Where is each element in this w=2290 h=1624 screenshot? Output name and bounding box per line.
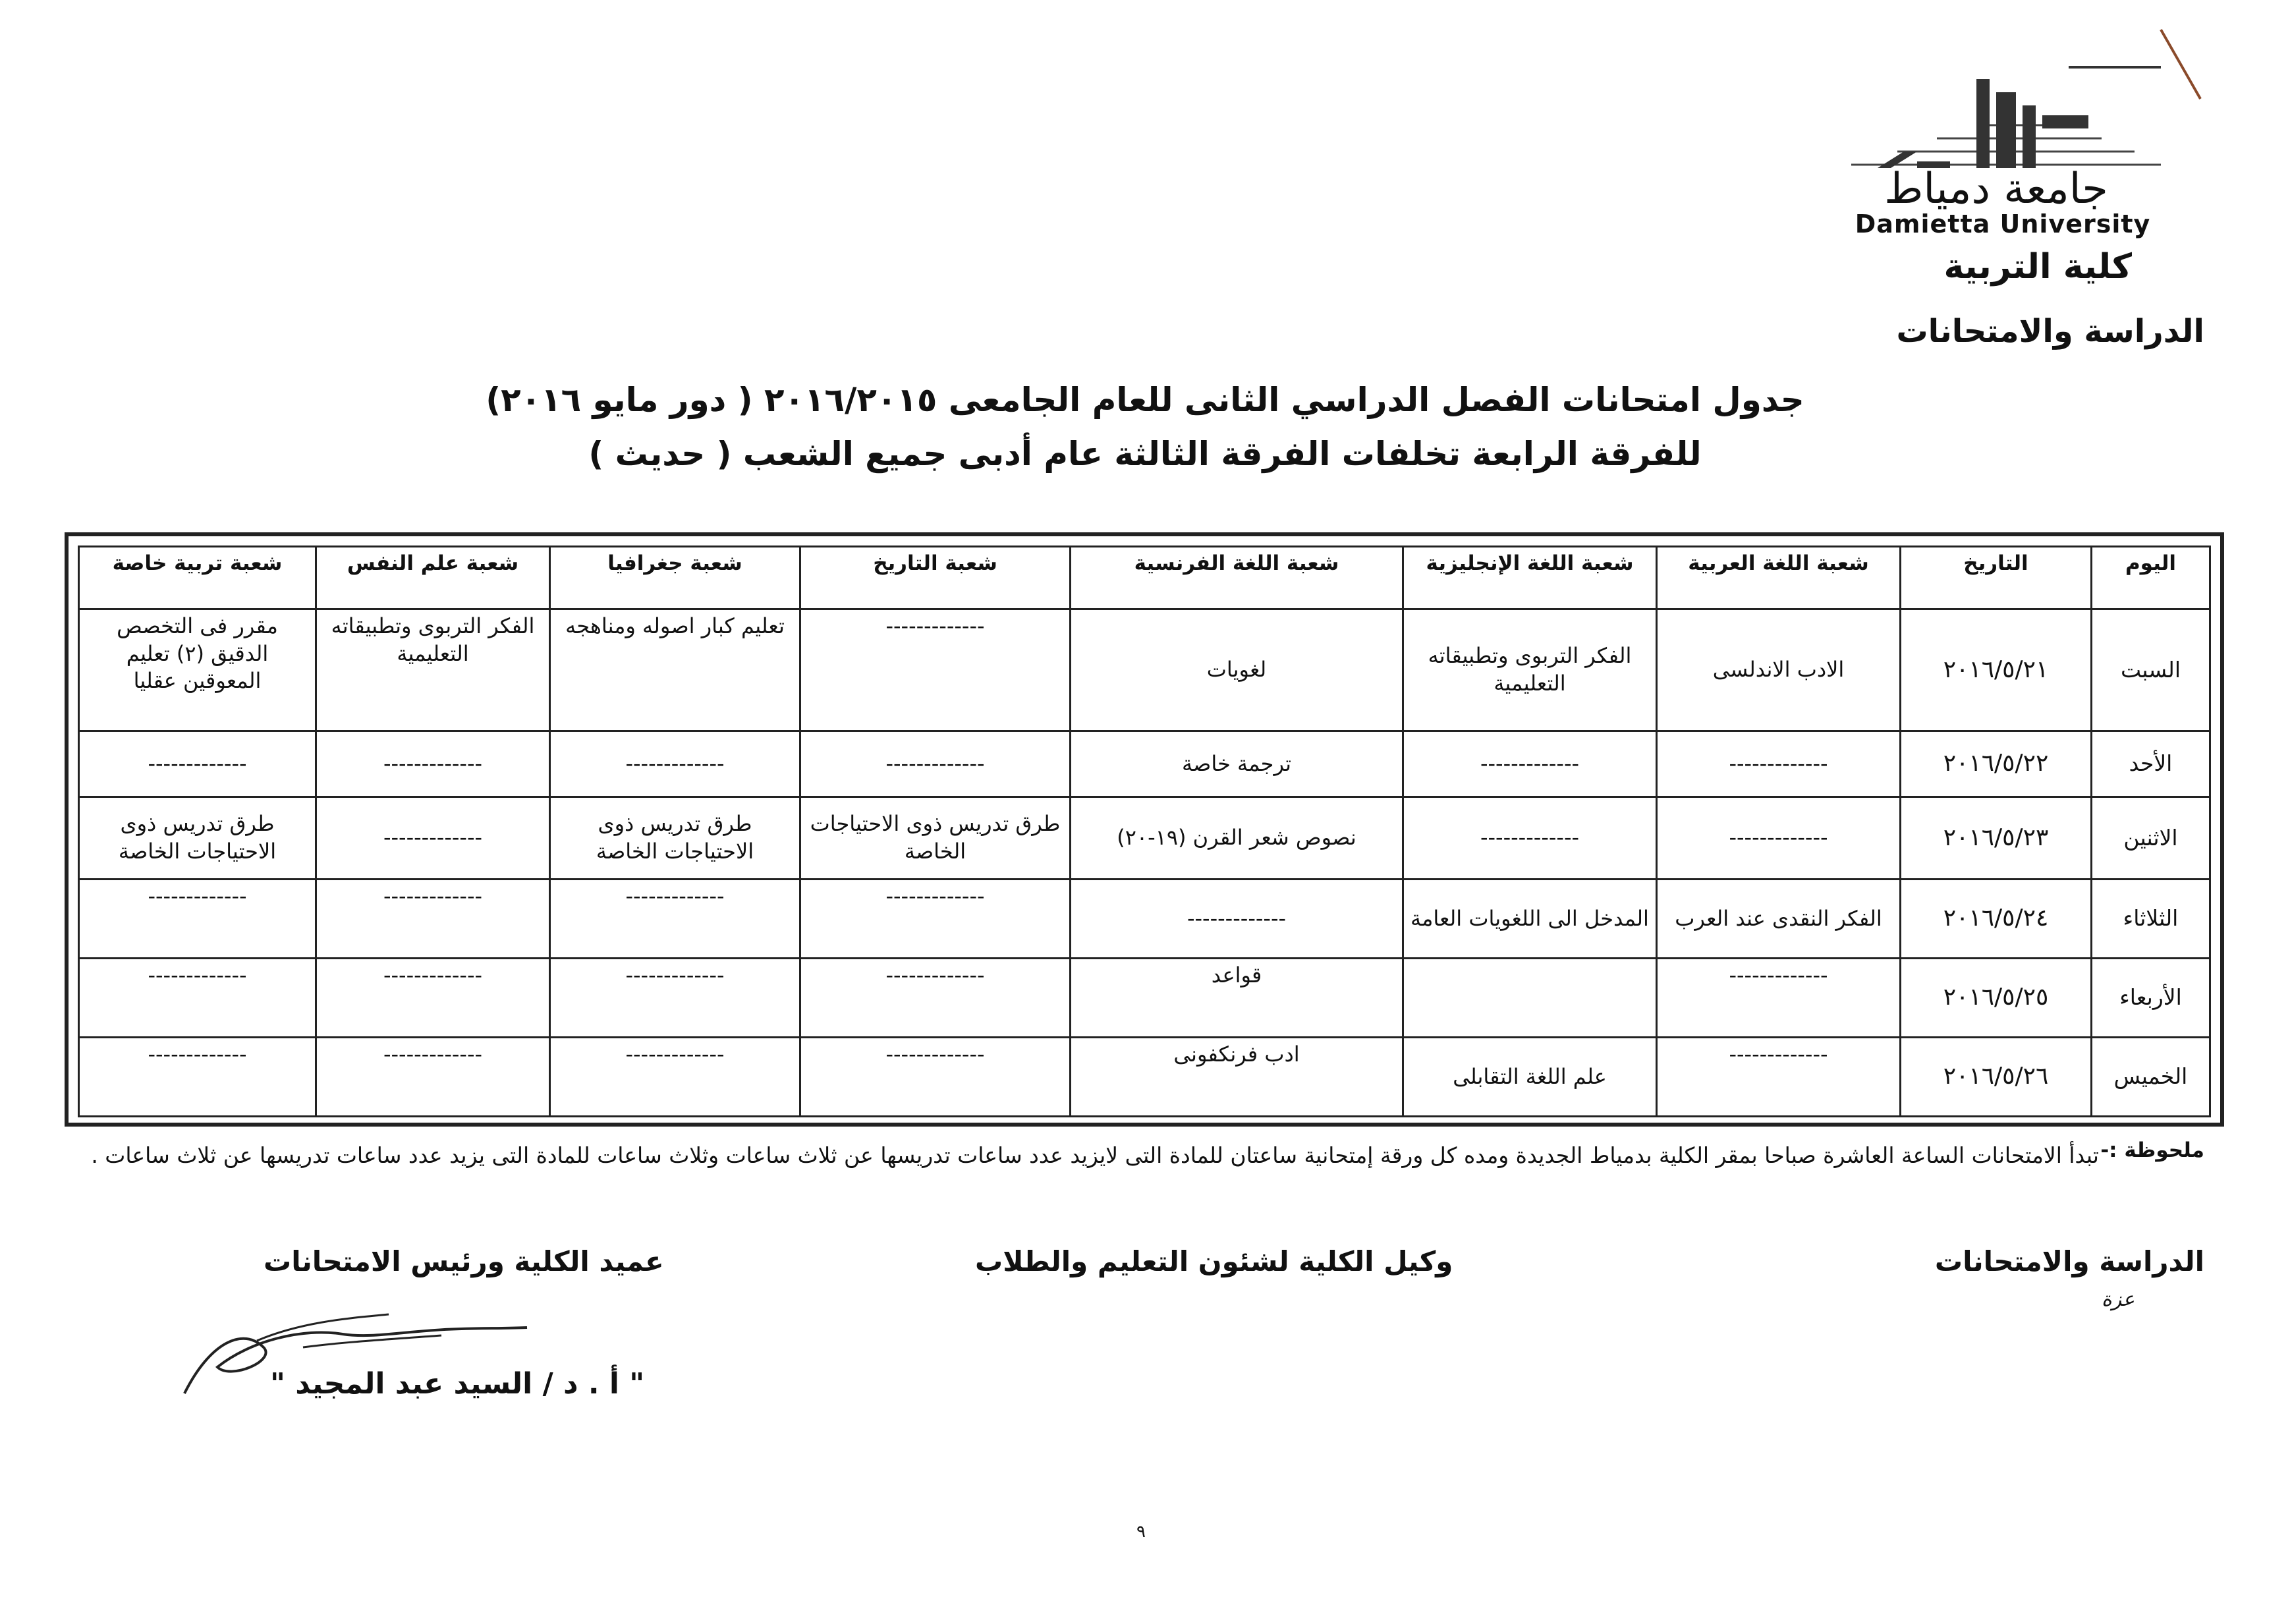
cell-history: ------------- (800, 880, 1071, 959)
header-day: اليوم (2092, 547, 2210, 609)
cell-geography: ------------- (550, 1038, 800, 1117)
cell-english: ------------- (1403, 797, 1657, 880)
cell-special-education: طرق تدريس ذوى الاحتياجات الخاصة (79, 797, 316, 880)
cell-french: نصوص شعر القرن (١٩-٢٠) (1071, 797, 1403, 880)
cell-geography: ------------- (550, 959, 800, 1038)
cell-psychology: ------------- (316, 731, 550, 797)
cell-geography: تعليم كبار اصوله ومناهجه (550, 609, 800, 731)
cell-history: ------------- (800, 609, 1071, 731)
header-geography: شعبة جغرافيا (550, 547, 800, 609)
schedule-subtitle: للفرقة الرابعة تخلفات الفرقة الثالثة عام أدبى جميع الشعب ( حديث ) (588, 435, 1702, 473)
cell-history: طرق تدريس ذوى الاحتياجات الخاصة (800, 797, 1071, 880)
table-row (79, 959, 2210, 1038)
faculty-name: كلية التربية (1943, 247, 2132, 287)
cell-date: ٢٠١٦/٥/٢١ (1901, 609, 2092, 731)
cell-date: ٢٠١٦/٥/٢٢ (1901, 731, 2092, 797)
signature-vice-dean: وكيل الكلية لشئون التعليم والطلاب (975, 1245, 1453, 1277)
cell-psychology: الفكر التربوى وتطبيقاته التعليمية (316, 609, 550, 731)
cell-history: ------------- (800, 1038, 1071, 1117)
table-row (79, 1038, 2210, 1117)
cell-psychology: ------------- (316, 959, 550, 1038)
cell-french: ترجمة خاصة (1071, 731, 1403, 797)
table-row (79, 797, 2210, 880)
cell-day: الاثنين (2092, 797, 2210, 880)
dean-name: " أ . د / السيد عبد المجيد " (270, 1367, 645, 1401)
cell-special-education: ------------- (79, 959, 316, 1038)
signature-initials: عزة (2102, 1288, 2135, 1311)
note-text: تبدأ الامتحانات الساعة العاشرة صباحا بمقر الكلية بدمياط الجديدة ومده كل ورقة إمتحانية ساعتان للمادة التى لايزيد عدد ساعات تدريسها عن ثلاث ساعات وثلاث ساعات للمادة التى يزيد عدد ساعات تدريسها عن ثلاث ساعات . (91, 1142, 2099, 1168)
table-row (79, 880, 2210, 959)
table-row (79, 731, 2210, 797)
header-french: شعبة اللغة الفرنسية (1071, 547, 1403, 609)
cell-arabic: ------------- (1657, 731, 1901, 797)
cell-date: ٢٠١٦/٥/٢٤ (1901, 880, 2092, 959)
cell-date: ٢٠١٦/٥/٢٦ (1901, 1038, 2092, 1117)
cell-day: السبت (2092, 609, 2210, 731)
cell-arabic: الفكر النقدى عند العرب (1657, 880, 1901, 959)
cell-day: الخميس (2092, 1038, 2210, 1117)
cell-special-education: ------------- (79, 731, 316, 797)
cell-psychology: ------------- (316, 880, 550, 959)
cell-date: ٢٠١٦/٥/٢٣ (1901, 797, 2092, 880)
table-row (79, 609, 2210, 731)
table-header-row (79, 547, 2210, 609)
cell-special-education: ------------- (79, 880, 316, 959)
cell-arabic: ------------- (1657, 1038, 1901, 1117)
schedule-table (78, 546, 2211, 1117)
signature-exams-dept: الدراسة والامتحانات (1934, 1245, 2204, 1277)
page-number: ٩ (1136, 1522, 1146, 1542)
schedule-title: جدول امتحانات الفصل الدراسي الثانى للعام الجامعى ٢٠١٦/٢٠١٥ ( دور مايو ٢٠١٦) (486, 381, 1804, 419)
cell-special-education: مقرر فى التخصص الدقيق (٢) تعليم المعوقين عقليا (79, 609, 316, 731)
signature-dean: عميد الكلية ورئيس الامتحانات (264, 1245, 664, 1277)
cell-english: علم اللغة التقابلى (1403, 1038, 1657, 1117)
cell-arabic: الادب الاندلسى (1657, 609, 1901, 731)
logo-english-text: Damietta University (1855, 210, 2151, 238)
header-arabic: شعبة اللغة العربية (1657, 547, 1901, 609)
header-history: شعبة التاريخ (800, 547, 1071, 609)
cell-geography: طرق تدريس ذوى الاحتياجات الخاصة (550, 797, 800, 880)
header-special-education: شعبة تربية خاصة (79, 547, 316, 609)
header-date: التاريخ (1901, 547, 2092, 609)
cell-history: ------------- (800, 731, 1071, 797)
cell-english: المدخل الى اللغويات العامة (1403, 880, 1657, 959)
cell-french: ------------- (1071, 880, 1403, 959)
cell-french: لغويات (1071, 609, 1403, 731)
cell-geography: ------------- (550, 880, 800, 959)
cell-english: ------------- (1403, 731, 1657, 797)
cell-english: الفكر التربوى وتطبيقاته التعليمية (1403, 609, 1657, 731)
cell-french: ادب فرنكفونى (1071, 1038, 1403, 1117)
department-name: الدراسة والامتحانات (1896, 313, 2204, 350)
cell-english (1403, 959, 1657, 1038)
cell-special-education: ------------- (79, 1038, 316, 1117)
note-label: ملحوظة :- (2100, 1138, 2204, 1162)
cell-arabic: ------------- (1657, 959, 1901, 1038)
schedule-table-frame (65, 532, 2224, 1127)
cell-day: الأحد (2092, 731, 2210, 797)
cell-geography: ------------- (550, 731, 800, 797)
cell-french: قواعد (1071, 959, 1403, 1038)
header-psychology: شعبة علم النفس (316, 547, 550, 609)
logo-arabic-text: جامعة دمياط (1884, 165, 2108, 213)
header-english: شعبة اللغة الإنجليزية (1403, 547, 1657, 609)
cell-psychology: ------------- (316, 1038, 550, 1117)
cell-day: الثلاثاء (2092, 880, 2210, 959)
cell-day: الأربعاء (2092, 959, 2210, 1038)
corner-mark (2154, 26, 2207, 105)
cell-psychology: ------------- (316, 797, 550, 880)
cell-date: ٢٠١٦/٥/٢٥ (1901, 959, 2092, 1038)
cell-history: ------------- (800, 959, 1071, 1038)
cell-arabic: ------------- (1657, 797, 1901, 880)
